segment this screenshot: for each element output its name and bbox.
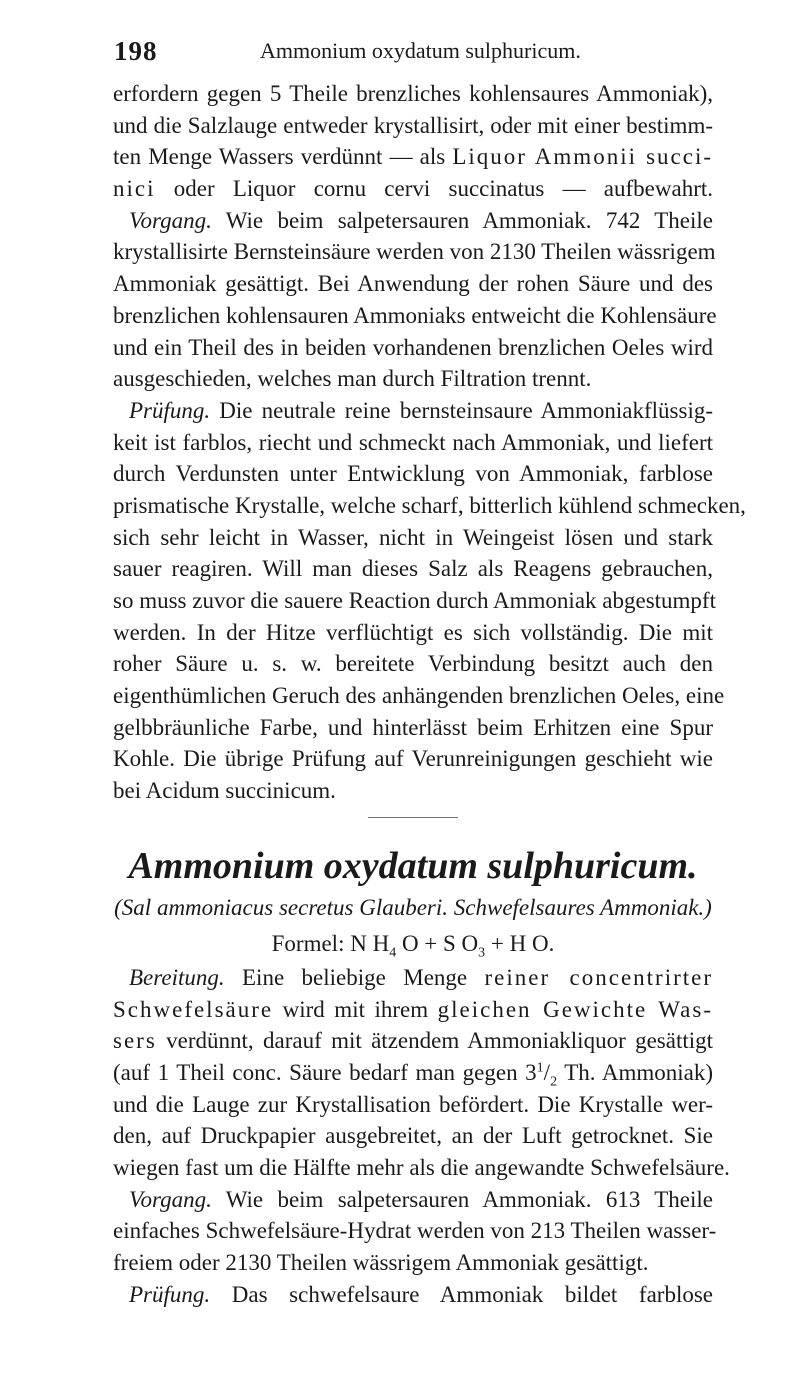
text-line: keit ist farblos, riecht und schmeckt nach Ammoniak, und liefert: [113, 429, 713, 455]
formula-part: Formel: N H: [271, 930, 390, 956]
paragraph-heading: Vorgang.: [129, 207, 212, 233]
text-line: freiem oder 2130 Theilen wässrigem Ammoniak gesättigt.: [113, 1250, 649, 1275]
spaced-term: sers: [113, 1028, 157, 1054]
text-line: prismatische Krystalle, welche scharf, bitterlich kühlend schmecken,: [113, 492, 746, 518]
text-line: so muss zuvor die sauere Reaction durch Ammoniak abgestumpft: [113, 588, 716, 613]
text-line: [113, 1279, 713, 1311]
text-segment: verdünnt, darauf mit ätzendem Ammoniakliquor gesättigt: [166, 1028, 714, 1054]
formula-subscript: 4: [389, 945, 397, 961]
fraction-numerator: 1: [536, 1060, 544, 1076]
text-segment: Wie beim salpetersauren Ammoniak. 742 Theile: [225, 207, 713, 233]
text-line: wiegen fast um die Hälfte mehr als die angewandte Schwefelsäure.: [113, 1154, 730, 1180]
text-line: [113, 1057, 713, 1089]
text-line: einfaches Schwefelsäure-Hydrat werden von 213 Theilen wasser-: [113, 1218, 717, 1244]
text-line: [113, 173, 713, 205]
text-segment: oder Liquor cornu cervi succinatus — aufbewahrt.: [173, 176, 713, 202]
formula-subscript: 3: [478, 945, 486, 961]
text-line: [113, 141, 713, 173]
text-line: brenzlichen kohlensauren Ammoniaks entweicht die Kohlensäure: [113, 302, 717, 328]
text-line: [113, 1184, 713, 1216]
paragraph-heading: Bereitung.: [129, 964, 225, 990]
spaced-term: Liquor Ammonii succi-: [452, 144, 714, 170]
text-line: [113, 395, 713, 427]
page-number: 198: [114, 36, 158, 66]
text-line: ausgeschieden, welches man durch Filtration trennt.: [113, 366, 592, 392]
text-segment: Die neutrale reine bernsteinsaure Ammoniakflüssig-: [219, 397, 714, 423]
section-subtitle: (Sal ammoniacus secretus Glauberi. Schwefelsaures Ammoniak.): [114, 894, 712, 920]
text-segment: Th. Ammoniak): [557, 1059, 714, 1085]
text-line: durch Verdunsten unter Entwicklung von Ammoniak, farblose: [113, 461, 713, 487]
text-line: und ein Theil des in beiden vorhandenen brenzlichen Oeles wird: [113, 334, 713, 360]
page-body: [113, 78, 746, 1310]
text-line: [113, 205, 713, 237]
text-line: werden. In der Hitze verflüchtigt es sich vollständig. Die mit: [113, 619, 713, 645]
section-divider: [368, 817, 458, 818]
text-line: [113, 962, 713, 994]
text-line: Ammoniak gesättigt. Bei Anwendung der rohen Säure und des: [113, 271, 713, 297]
text-line: eigenthümlichen Geruch des anhängenden brenzlichen Oeles, eine: [113, 683, 725, 709]
text-line: und die Salzlauge entweder krystallisirt, oder mit einer bestimm-: [113, 112, 713, 138]
fraction-denominator: 2: [550, 1074, 558, 1090]
section-title: Ammonium oxydatum sulphuricum.: [128, 844, 698, 887]
text-line: gelbbräunliche Farbe, und hinterlässt beim Erhitzen eine Spur: [113, 714, 713, 740]
formula-part: O + S O: [396, 930, 479, 956]
formula-part: + H O.: [485, 930, 555, 956]
fraction-slash: /: [543, 1059, 551, 1085]
spaced-term: Schwefelsäure: [113, 996, 274, 1022]
chemical-formula: [113, 926, 713, 962]
text-line: und die Lauge zur Krystallisation befördert. Die Krystalle wer-: [113, 1091, 713, 1117]
text-segment: ten Menge Wassers verdünnt — als: [113, 144, 446, 170]
paragraph-heading: Prüfung.: [129, 1281, 211, 1307]
text-segment: (auf 1 Theil conc. Säure bedarf man gegen 3: [113, 1059, 537, 1085]
text-line: [113, 1025, 713, 1057]
spaced-term: gleichen Gewichte Was-: [437, 996, 713, 1022]
page-header: [114, 36, 714, 76]
text-line: erfordern gegen 5 Theile brenzliches kohlensaures Ammoniak),: [113, 81, 713, 106]
text-line: sauer reagiren. Will man dieses Salz als Reagens gebrauchen,: [113, 556, 713, 582]
text-line: bei Acidum succinicum.: [113, 778, 336, 804]
text-segment: Das schwefelsaure Ammoniak bildet farblose: [231, 1281, 713, 1307]
text-line: sich sehr leicht in Wasser, nicht in Weingeist lösen und stark: [113, 524, 713, 550]
paragraph-heading: Prüfung.: [129, 397, 211, 423]
text-segment: wird mit ihrem: [282, 996, 429, 1022]
text-line: roher Säure u. s. w. bereitete Verbindung besitzt auch den: [113, 651, 713, 677]
text-line: den, auf Druckpapier ausgebreitet, an der Luft getrocknet. Sie: [113, 1123, 713, 1149]
paragraph-heading: Vorgang.: [129, 1186, 212, 1212]
text-line: Kohle. Die übrige Prüfung auf Verunreinigungen geschieht wie: [113, 746, 713, 772]
text-segment: Eine beliebige Menge: [242, 964, 468, 990]
text-line: krystallisirte Bernsteinsäure werden von 2130 Theilen wässrigem: [113, 239, 716, 265]
spaced-term: reiner concentrirter: [484, 964, 714, 990]
text-line: [113, 994, 713, 1026]
spaced-term: nici: [113, 176, 156, 202]
text-segment: Wie beim salpetersauren Ammoniak. 613 Theile: [225, 1186, 713, 1212]
running-head: Ammonium oxydatum sulphuricum.: [260, 38, 581, 63]
